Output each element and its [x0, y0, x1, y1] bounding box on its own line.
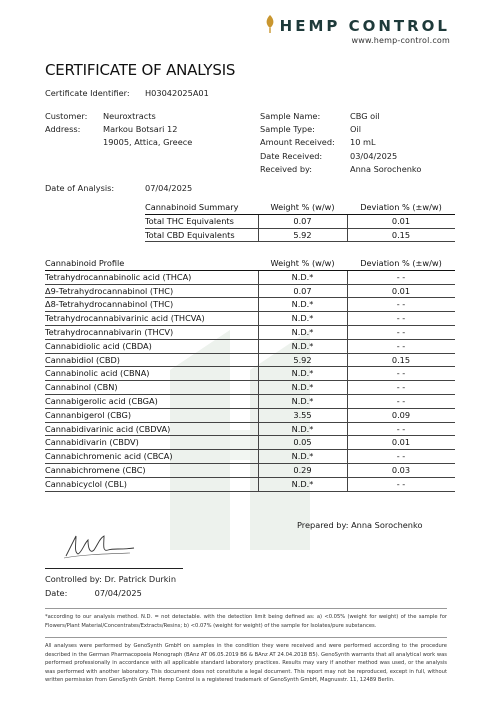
- cannabinoid-name: Tetrahydrocannabivarin (THCV): [45, 326, 174, 337]
- prepared-by: [297, 520, 422, 530]
- profile-row: [45, 326, 455, 340]
- cannabinoid-name: Cannabichromenic acid (CBCA): [45, 451, 173, 462]
- profile-row: [45, 395, 455, 409]
- amount-received-label: Amount Received:: [260, 137, 335, 148]
- sample-name-value: CBG oil: [350, 111, 380, 121]
- sample-type-label: Sample Type:: [260, 124, 315, 135]
- cannabinoid-deviation: - -: [396, 271, 406, 282]
- cannabinoid-deviation: - -: [396, 313, 406, 324]
- profile-row: [45, 450, 455, 464]
- cannabinoid-weight: 3.55: [293, 409, 312, 420]
- signature-mark: [60, 528, 140, 564]
- profile-row: [45, 478, 455, 492]
- cannabinoid-deviation: - -: [396, 326, 406, 337]
- summary-header-name: Cannabinoid Summary: [145, 202, 239, 212]
- summary-header-row: [145, 201, 455, 215]
- document-title: CERTIFICATE OF ANALYSIS: [45, 61, 236, 79]
- cannabinoid-weight: N.D.*: [291, 368, 314, 379]
- footnote-rule: [45, 608, 447, 609]
- disclaimer-text: All analyses were performed by GenoSynth GmbH on samples in the condition they were received and were performed according to the procedure described in the German Pharmacopoeia Monograph (BAnz AT 06.05.2019 B6 & BAnz AT 24.04.2018 B5). GenoSynth warrants that all analytical work was performed professionally in accordance with all applicable standard laboratory practices. Results may vary if another method was used, or the analysis was performed with another laboratory. This document does not constitute a legal document. This report may not be reproduced, except in full, without written permission from GenoSynth GmbH. Hemp Control is a registered trademark of GenoSynth GmbH, Magnusstr. 11, 12489 Berlin.: [45, 643, 447, 684]
- profile-row: [45, 285, 455, 299]
- cannabinoid-name: Cannabinolic acid (CBNA): [45, 368, 150, 379]
- footnote-text: *according to our analysis method. N.D. = not detectable. with the detection limit being defined as: a) <0.05% (weight for weight) of the sample for Flowers/Plant Material/Concentrates/Extracts/Resins; b) <0.07% (weight for weight) of the sample for Isolates/pure substances.: [45, 614, 447, 629]
- cannabinoid-weight: N.D.*: [291, 395, 314, 406]
- summary-table: [145, 201, 455, 242]
- profile-row: [45, 271, 455, 285]
- sample-type-value: Oil: [350, 124, 361, 135]
- cannabinoid-deviation: - -: [396, 423, 406, 434]
- cannabinoid-weight: N.D.*: [291, 382, 314, 393]
- cannabinoid-weight: N.D.*: [291, 451, 314, 462]
- brand-url: www.hemp-control.com: [351, 36, 450, 45]
- profile-row: [45, 340, 455, 354]
- brand-name: HEMP CONTROL: [279, 17, 450, 35]
- cannabinoid-deviation: - -: [396, 451, 406, 462]
- profile-header-deviation: Deviation % (±w/w): [360, 258, 442, 268]
- cannabinoid-weight: N.D.*: [291, 423, 314, 434]
- cannabinoid-name: Cannabidivarinic acid (CBDVA): [45, 423, 171, 434]
- cannabinoid-deviation: 0.09: [391, 409, 411, 420]
- cannabinoid-deviation: 0.15: [391, 354, 411, 365]
- profile-row: [45, 409, 455, 423]
- amount-received-value: 10 mL: [350, 137, 376, 148]
- cannabinoid-name: Cannabidiol (CBD): [45, 354, 120, 365]
- date-received-label: Date Received:: [260, 150, 323, 161]
- sample-name-label: Sample Name:: [260, 111, 321, 121]
- summary-name: Total THC Equivalents: [145, 215, 234, 226]
- cannabinoid-name: Tetrahydrocannabinolic acid (THCA): [45, 271, 192, 282]
- profile-row: [45, 436, 455, 450]
- cannabinoid-weight: N.D.*: [291, 313, 314, 324]
- profile-header-row: [45, 257, 455, 271]
- summary-row: [145, 215, 455, 229]
- address-label: Address:: [45, 124, 81, 135]
- cannabinoid-name: Cannabinol (CBN): [45, 382, 118, 393]
- profile-row: [45, 354, 455, 368]
- summary-name: Total CBD Equivalents: [145, 229, 235, 240]
- controlled-date-label: Date:: [45, 587, 68, 598]
- summary-header-weight: Weight % (w/w): [270, 202, 335, 212]
- date-received-value: 03/04/2025: [350, 150, 398, 161]
- profile-row: [45, 367, 455, 381]
- cannabinoid-name: Cannabigerolic acid (CBGA): [45, 395, 158, 406]
- summary-row: [145, 229, 455, 243]
- cannabinoid-deviation: - -: [396, 299, 406, 310]
- cannabinoid-weight: N.D.*: [291, 340, 314, 351]
- brand-header: [262, 14, 450, 45]
- cannabinoid-weight: 0.29: [293, 464, 312, 475]
- controlled-value: Dr. Patrick Durkin: [104, 574, 177, 584]
- analysis-date-value: 07/04/2025: [145, 183, 193, 193]
- profile-header-name: Cannabinoid Profile: [45, 258, 125, 268]
- analysis-date-label: Date of Analysis:: [45, 183, 115, 193]
- prepared-value: Anna Sorochenko: [351, 520, 423, 530]
- cannabinoid-weight: N.D.*: [291, 299, 314, 310]
- cannabinoid-name: Cannabidiolic acid (CBDA): [45, 340, 152, 351]
- summary-weight: 5.92: [293, 229, 312, 240]
- controlled-date-value: 07/04/2025: [94, 587, 142, 598]
- cannabinoid-name: Cannanbigerol (CBG): [45, 409, 132, 420]
- profile-row: [45, 423, 455, 437]
- disclaimer-rule: [45, 637, 447, 638]
- received-by-label: Received by:: [260, 163, 313, 174]
- summary-header-deviation: Deviation % (±w/w): [360, 202, 442, 212]
- cannabinoid-deviation: 0.01: [391, 285, 411, 296]
- customer-value: Neuroxtracts: [103, 111, 156, 121]
- profile-row: [45, 464, 455, 478]
- received-by-value: Anna Sorochenko: [350, 163, 422, 174]
- address-line2: 19005, Attica, Greece: [103, 137, 193, 148]
- summary-deviation: 0.15: [391, 229, 411, 240]
- cannabinoid-name: Cannabichromene (CBC): [45, 464, 146, 475]
- profile-header-weight: Weight % (w/w): [270, 258, 335, 268]
- certificate-label: Certificate Identifier:: [45, 88, 130, 98]
- cannabinoid-weight: N.D.*: [291, 271, 314, 282]
- cannabinoid-deviation: - -: [396, 395, 406, 406]
- cannabinoid-weight: N.D.*: [291, 326, 314, 337]
- cannabinoid-weight: N.D.*: [291, 478, 314, 489]
- cannabinoid-weight: 0.05: [293, 437, 312, 448]
- profile-row: [45, 298, 455, 312]
- profile-rows: [45, 271, 455, 492]
- prepared-label: Prepared by:: [297, 520, 349, 530]
- summary-weight: 0.07: [293, 215, 312, 226]
- certificate-value: H03042025A01: [145, 88, 209, 98]
- profile-row: [45, 381, 455, 395]
- cannabinoid-deviation: - -: [396, 340, 406, 351]
- cannabinoid-name: Tetrahydrocannabivarinic acid (THCVA): [45, 313, 205, 324]
- summary-deviation: 0.01: [391, 215, 411, 226]
- controlled-label: Controlled by:: [45, 574, 102, 584]
- cannabinoid-deviation: - -: [396, 368, 406, 379]
- customer-label: Customer:: [45, 111, 88, 121]
- leaf-logo-icon: [262, 14, 278, 34]
- profile-table: [45, 257, 455, 492]
- cannabinoid-deviation: - -: [396, 382, 406, 393]
- address-line1: Markou Botsari 12: [103, 124, 178, 135]
- cannabinoid-name: Δ9-Tetrahydrocannabinol (THC): [45, 285, 174, 296]
- signature-line: [45, 568, 183, 569]
- cannabinoid-deviation: 0.01: [391, 437, 411, 448]
- controlled-by-block: [45, 573, 176, 600]
- cannabinoid-weight: 5.92: [293, 354, 312, 365]
- cannabinoid-name: Δ8-Tetrahydrocannabinol (THC): [45, 299, 174, 310]
- cannabinoid-name: Cannabicyclol (CBL): [45, 478, 127, 489]
- cannabinoid-deviation: 0.03: [391, 464, 411, 475]
- cannabinoid-deviation: - -: [396, 478, 406, 489]
- profile-row: [45, 312, 455, 326]
- cannabinoid-name: Cannabidivarin (CBDV): [45, 437, 139, 448]
- cannabinoid-weight: 0.07: [293, 285, 312, 296]
